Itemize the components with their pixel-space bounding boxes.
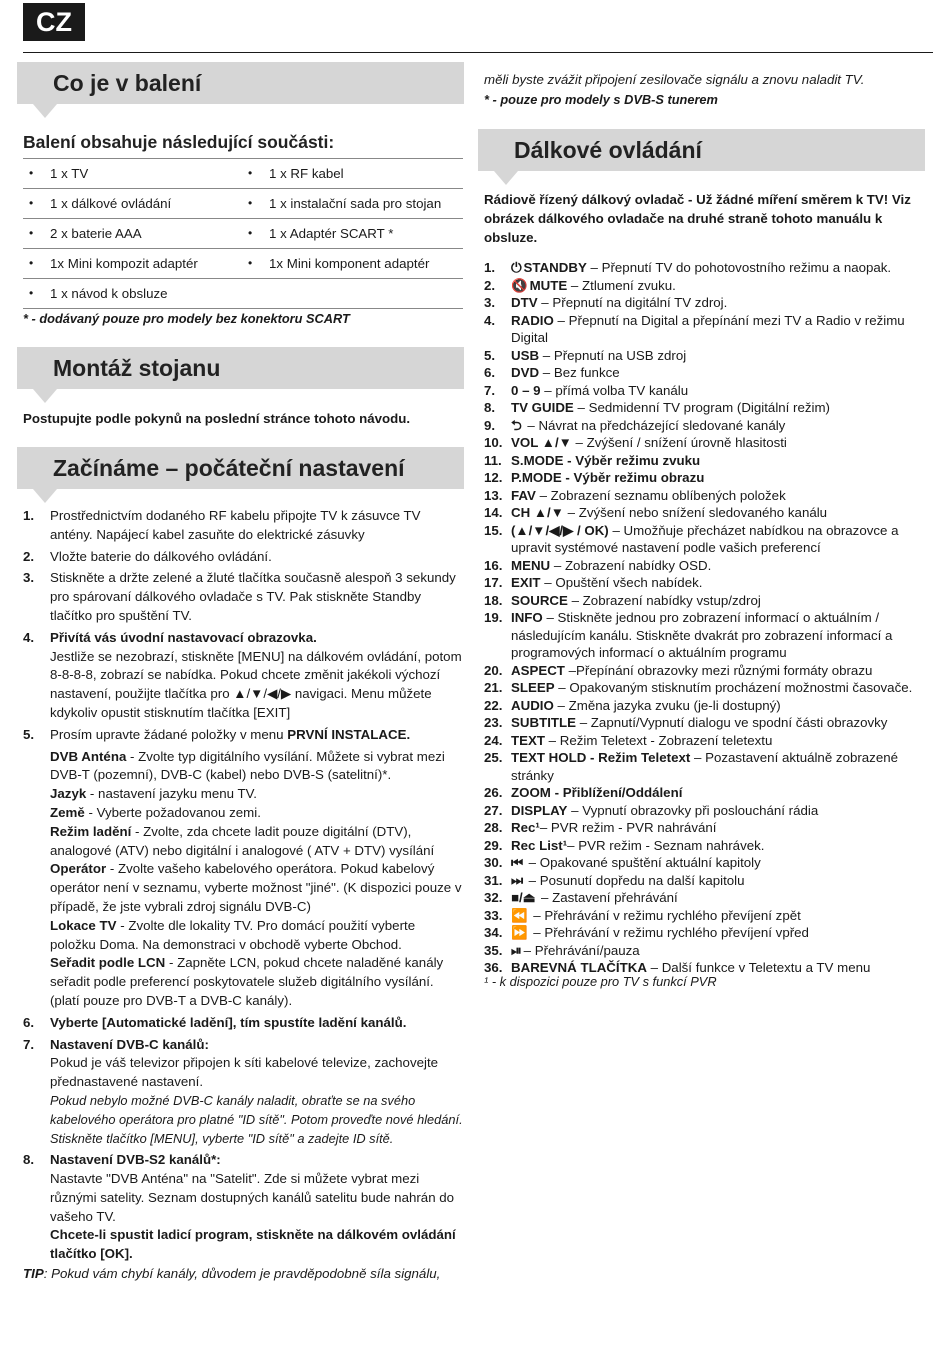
remote-list-item: 26. ZOOM - Přiblížení/Oddálení (484, 785, 683, 800)
pvr-footnote: ¹ - k dispozici pouze pro TV s funkcí PVR (484, 974, 717, 989)
remote-key-description: – Zobrazení nabídky OSD. (550, 557, 712, 573)
remote-button-list (484, 259, 924, 977)
remote-key-description: – Opakované spuštění aktuální kapitoly (524, 855, 761, 870)
remote-key-label: S.MODE - Výběr režimu zvuku (511, 452, 701, 468)
continued-text: měli byste zvážit připojení zesilovače signálu a znovu naladit TV. (484, 72, 865, 87)
remote-list-item: 25. TEXT HOLD - Režim Teletext – Pozastavení aktuálně zobrazené stránky (484, 750, 899, 783)
remote-key-icon: ⮌ (511, 417, 522, 433)
remote-key-icon: 🔇 (511, 277, 528, 293)
remote-key-description: –Přepínání obrazovky mezi různými formáty obrazu (564, 662, 873, 678)
remote-key-description: – Zobrazení nabídky vstup/zdroj (567, 592, 761, 608)
remote-key-label: 0 – 9 (511, 382, 541, 398)
remote-key-description: – Přehrávání v režimu rychlého převíjení zpět (529, 907, 801, 923)
remote-key-description: – Posunutí dopředu na další kapitolu (524, 872, 745, 888)
remote-key-description: – Sedmidenní TV program (Digitální režim) (573, 400, 830, 415)
remote-list-item: 1. ⏻ STANDBY – Přepnutí TV do pohotovostního režimu a naopak. (484, 260, 892, 275)
remote-intro: Rádiově řízený dálkový ovladač - Už žádné míření směrem k TV! Viz obrázek dálkového ovladače na druhé straně tohoto manuálu k obsluze. (484, 192, 911, 245)
remote-key-description: – přímá volba TV kanálu (540, 382, 689, 398)
remote-key-description: – Pozastavení aktuálně zobrazené stránky (511, 750, 899, 783)
stand-instruction: Postupujte podle pokynů na poslední stránce tohoto návodu. (23, 411, 411, 426)
remote-key-label: SUBTITLE (511, 715, 577, 730)
remote-key-label: ASPECT (511, 662, 565, 678)
remote-key-label: DISPLAY (511, 802, 568, 818)
heading-text: Montáž stojanu (53, 355, 221, 381)
remote-list-item: 12. P.MODE - Výběr režimu obrazu (484, 470, 705, 485)
remote-key-description: – Zobrazení seznamu oblíbených položek (535, 487, 786, 503)
remote-list-item: 29. Rec List¹– PVR režim - Seznam nahrávek. (484, 837, 765, 853)
remote-key-label: RADIO (511, 312, 554, 328)
remote-key-icon: ⏯ (511, 942, 522, 958)
remote-key-description: – Zvýšení / snížení úrovně hlasitosti (571, 435, 787, 450)
remote-list-item: 34. ⏩ – Přehrávání v režimu rychlého převíjení vpřed (484, 925, 809, 940)
remote-key-label: INFO (511, 610, 543, 625)
remote-key-description: – Přepnutí na digitální TV zdroj. (537, 295, 728, 310)
remote-key-description: – PVR režim - Seznam nahrávek. (567, 837, 765, 853)
remote-list-item: 15. (▲/▼/◀/▶ / OK) – Umožňuje přecházet nabídkou na obrazovce a upravit systémové nastavení podle vašich preferencí (484, 522, 899, 555)
remote-key-label: (▲/▼/◀/▶ / OK) (511, 522, 609, 538)
package-item: 1 x instalační sada pro stojan (269, 196, 442, 211)
remote-list-item: 21. SLEEP – Opakovaným stisknutím procházení možnostmi časovače. (484, 680, 913, 695)
dvbs-note: * - pouze pro modely s DVB-S tunerem (484, 92, 718, 107)
remote-key-label: ZOOM - Přiblížení/Oddálení (511, 785, 683, 800)
heading-text: Začínáme – počáteční nastavení (53, 455, 405, 481)
remote-key-label: MUTE (529, 277, 568, 293)
setup-step: 5. Prosím upravte žádané položky v menu PRVNÍ INSTALACE. DVB Anténa - Zvolte typ digitálního vysílání. Můžete si vybrat mezi DVB-T (pozemní), DVB-C (kabel) nebo DVB-S (satelitní)*. Jazyk - nastavení jazyku menu TV. Země - Vyberte požadovanou zemi. Režim ladění - Zvolte, zda chcete ladit pouze digitální (DTV), analogové (ATV) nebo digitální i analogové ( ATV + DTV) vysílání Operátor - Zvolte vašeho kabelového operátora. Pokud kabelový operátor není v seznamu, vyberte možnost "jiné". (K dispozici pouze v případě, že jste vybrali zdroj signálu DVB-C) Lokace TV - Zvolte dle lokality TV. Pro domácí použití vyberte položku Doma. Na demonstraci v obchodě vyberte Obchod. Seřadit podle LCN - Zapněte LCN, pokud chcete naladěné kanály seřadit podle preferencí poskytovatele služeb digitálního vysílání. (platí pouze pro DVB-T a DVB-C kanály). (23, 726, 462, 1008)
remote-key-description: – Stiskněte jednou pro zobrazení informací o aktuálním / následujícím kanálu. Stiskněte dvakrát pro zobrazení informací a programových informací o aktuálním programu (511, 610, 893, 660)
remote-list-item: 11. S.MODE - Výběr režimu zvuku (484, 452, 701, 468)
header-rule (23, 52, 933, 53)
tip-text: TIP: Pokud vám chybí kanály, důvodem je pravděpodobně síla signálu, (23, 1266, 441, 1281)
setup-step: 6. Vyberte [Automatické ladění], tím spustíte ladění kanálů. (23, 1014, 407, 1030)
package-row: • 1x Mini kompozit adaptér • 1x Mini komponent adaptér (23, 248, 463, 278)
remote-key-description: – Zastavení přehrávání (537, 890, 678, 905)
remote-key-description: – Režim Teletext - Zobrazení teletextu (544, 732, 773, 748)
remote-key-icon: ⏻ (511, 260, 522, 275)
remote-key-description: – Zapnutí/Vypnutí dialogu ve spodní části obrazovky (576, 715, 888, 730)
section-heading-setup (17, 447, 464, 489)
package-item: 1 x návod k obsluze (50, 286, 168, 301)
remote-list-item: 27. DISPLAY – Vypnutí obrazovky při poslouchání rádia (484, 802, 819, 818)
remote-key-icon: ⏪ (511, 907, 528, 923)
setup-step: 8. Nastavení DVB-S2 kanálů*: Nastavte "DVB Anténa" na "Satelit". Zde si můžete vybrat mezi různými satelity. Seznam dostupných kanálů satelitu bude nahrán do vašeho TV. Chcete-li spustit ladicí program, stiskněte na dálkovém ovládání tlačítko [OK]. (23, 1152, 456, 1262)
remote-key-description: – Přepnutí TV do pohotovostního režimu a naopak. (586, 260, 892, 275)
remote-key-label: USB (511, 347, 540, 363)
remote-key-label: P.MODE - Výběr režimu obrazu (511, 470, 705, 485)
remote-key-description: – Přepnutí na USB zdroj (539, 347, 687, 363)
package-row: • 1 x TV • 1 x RF kabel (23, 158, 463, 188)
remote-list-item: 24. TEXT – Režim Teletext - Zobrazení teletextu (484, 732, 773, 748)
package-row: • 1 x dálkové ovládání • 1 x instalační sada pro stojan (23, 188, 463, 218)
remote-list-item: 18. SOURCE – Zobrazení nabídky vstup/zdroj (484, 592, 761, 608)
remote-list-item: 14. CH ▲/▼ – Zvýšení nebo snížení sledovaného kanálu (484, 505, 828, 520)
remote-key-label: DTV (511, 295, 538, 310)
setup-step: 2. Vložte baterie do dálkového ovládání. (23, 548, 272, 564)
remote-list-item: 7. 0 – 9 – přímá volba TV kanálu (484, 382, 689, 398)
remote-list-item: 23. SUBTITLE – Zapnutí/Vypnutí dialogu ve spodní části obrazovky (484, 715, 888, 730)
remote-list-item: 5. USB – Přepnutí na USB zdroj (484, 347, 687, 363)
remote-key-label: Rec List¹ (511, 837, 568, 853)
remote-key-description: – Umožňuje přecházet nabídkou na obrazovce a upravit systémové nastavení podle vašich preferencí (511, 522, 899, 555)
section-heading-package (17, 62, 464, 104)
setup-steps (23, 507, 463, 1267)
remote-key-description: – Bez funkce (539, 365, 620, 380)
remote-list-item: 20. ASPECT –Přepínání obrazovky mezi různými formáty obrazu (484, 662, 873, 678)
remote-key-description: – Návrat na předcházející sledované kanály (523, 417, 786, 433)
setup-step: 3. Stiskněte a držte zelené a žluté tlačítka současně alespoň 3 sekundy pro spárovaní dálkového ovladače s TV. Pak stiskněte Standby tlačítko pro spuštění TV. (23, 570, 456, 623)
remote-key-label: DVD (511, 365, 540, 380)
remote-list-item: 3. DTV – Přepnutí na digitální TV zdroj. (484, 295, 728, 310)
remote-list-item: 35. ⏯ – Přehrávání/pauza (484, 942, 640, 958)
remote-key-description: – Vypnutí obrazovky při poslouchání rádia (567, 802, 819, 818)
remote-list-item: 17. EXIT – Opuštění všech nabídek. (484, 575, 703, 590)
package-item: 1x Mini kompozit adaptér (50, 256, 198, 271)
remote-list-item: 30. ⏮ – Opakované spuštění aktuální kapitoly (484, 855, 761, 870)
setup-step: 4. Přivítá vás úvodní nastavovací obrazovka. Jestliže se nezobrazí, stiskněte [MENU] na dálkovém ovládání, potom 8-8-8-8, zobrazí se nabídka. Pokud chcete změnit jakékoli výchozí nastavení, použijte tlačítka pro ▲/▼/◀/▶ navigaci. Menu můžete kdykoliv opustit stisknutím tlačítka [EXIT] (23, 629, 462, 720)
remote-list-item: 36. BAREVNÁ TLAČÍTKA – Další funkce v Teletextu a TV menu (484, 960, 871, 975)
package-item: 1x Mini komponent adaptér (269, 256, 430, 271)
heading-text: Co je v balení (53, 70, 202, 96)
remote-list-item: 13. FAV – Zobrazení seznamu oblíbených položek (484, 487, 786, 503)
remote-list-item: 28. Rec¹– PVR režim - PVR nahrávání (484, 820, 717, 835)
remote-key-description: – Opuštění všech nabídek. (540, 575, 703, 590)
package-note: * - dodávaný pouze pro modely bez konektoru SCART (23, 311, 350, 326)
remote-list-item: 33. ⏪ – Přehrávání v režimu rychlého převíjení zpět (484, 907, 801, 923)
remote-key-label: TV GUIDE (511, 400, 574, 415)
remote-list-item: 8. TV GUIDE – Sedmidenní TV program (Digitální režim) (484, 400, 830, 415)
remote-key-label: STANDBY (523, 260, 587, 275)
remote-key-description: – Další funkce v Teletextu a TV menu (646, 960, 871, 975)
remote-list-item: 31. ⏭ – Posunutí dopředu na další kapitolu (484, 872, 745, 888)
remote-key-description: – Přepnutí na Digital a přepínání mezi TV a Radio v režimu Digital (511, 312, 905, 345)
remote-key-label: MENU (511, 557, 551, 573)
setup-step: 1. Prostřednictvím dodaného RF kabelu připojte TV k zásuvce TV antény. Napájecí kabel zasuňte do elektrické zásuvky (23, 508, 421, 542)
remote-key-icon: ⏩ (511, 925, 528, 940)
remote-list-item: 19. INFO – Stiskněte jednou pro zobrazení informací o aktuálním / následujícím kanálu. Stiskněte dvakrát pro zobrazení informací a programových informací o aktuálním programu (484, 610, 893, 660)
remote-key-description: – Změna jazyka zvuku (je-li dostupný) (553, 697, 781, 713)
package-list (23, 158, 463, 309)
package-row: • 1 x návod k obsluze (23, 278, 463, 309)
section-heading-remote (478, 129, 925, 171)
remote-list-item: 9. ⮌ – Návrat na předcházející sledované kanály (484, 417, 786, 433)
remote-key-label: CH ▲/▼ (511, 505, 564, 520)
remote-key-icon: ■/⏏ (511, 890, 536, 905)
remote-key-label: SOURCE (511, 592, 568, 608)
remote-key-label: TEXT (511, 732, 545, 748)
remote-list-item: 22. AUDIO – Změna jazyka zvuku (je-li dostupný) (484, 697, 781, 713)
remote-key-icon: ⏮ (511, 855, 523, 870)
package-item: 1 x dálkové ovládání (50, 196, 172, 211)
package-item: 1 x Adaptér SCART * (269, 226, 394, 241)
remote-key-label: BAREVNÁ TLAČÍTKA (511, 960, 647, 975)
remote-key-label: VOL ▲/▼ (511, 435, 572, 450)
remote-key-label: EXIT (511, 575, 541, 590)
remote-list-item: 10. VOL ▲/▼ – Zvýšení / snížení úrovně hlasitosti (484, 435, 787, 450)
remote-key-label: AUDIO (511, 697, 554, 713)
package-item: 1 x RF kabel (269, 166, 344, 181)
package-item: 2 x baterie AAA (50, 226, 142, 241)
setup-step: 7. Nastavení DVB-C kanálů: Pokud je váš televizor připojen k síti kabelové televize, zachovejte přednastavené nastavení. Pokud nebylo možné DVB-C kanály naladit, obraťte se na svého kabelového operátora pro platné "ID sítě". Potom proveďte nové hledání. Stiskněte tlačítko [MENU], vyberte "ID sítě" a zadejte ID sítě. (23, 1036, 463, 1146)
remote-list-item: 32. ■/⏏ – Zastavení přehrávání (484, 890, 678, 905)
remote-list-item: 6. DVD – Bez funkce (484, 365, 620, 380)
heading-text: Dálkové ovládání (514, 137, 702, 163)
remote-key-icon: ⏭ (511, 872, 523, 888)
remote-key-label: FAV (511, 487, 536, 503)
remote-key-description: – Zvýšení nebo snížení sledovaného kanálu (563, 505, 828, 520)
package-title: Balení obsahuje následující součásti: (23, 132, 335, 152)
remote-key-description: – Přehrávání v režimu rychlého převíjení vpřed (529, 925, 809, 940)
remote-list-item: 4. RADIO – Přepnutí na Digital a přepínání mezi TV a Radio v režimu Digital (484, 312, 905, 345)
remote-key-description: – Přehrávání/pauza (523, 942, 640, 958)
remote-key-label: Rec¹ (511, 820, 540, 835)
remote-key-description: – PVR režim - PVR nahrávání (539, 820, 717, 835)
language-badge: CZ (23, 3, 85, 41)
remote-key-label: SLEEP (511, 680, 555, 695)
remote-key-description: – Ztlumení zvuku. (567, 277, 676, 293)
section-heading-stand (17, 347, 464, 389)
remote-list-item: 16. MENU – Zobrazení nabídky OSD. (484, 557, 712, 573)
remote-key-label: TEXT HOLD - Režim Teletext (511, 750, 691, 765)
package-row: • 2 x baterie AAA • 1 x Adaptér SCART * (23, 218, 463, 248)
package-item: 1 x TV (50, 166, 89, 181)
remote-key-description: – Opakovaným stisknutím procházení možnostmi časovače. (554, 680, 913, 695)
remote-list-item: 2. 🔇 MUTE – Ztlumení zvuku. (484, 277, 676, 293)
